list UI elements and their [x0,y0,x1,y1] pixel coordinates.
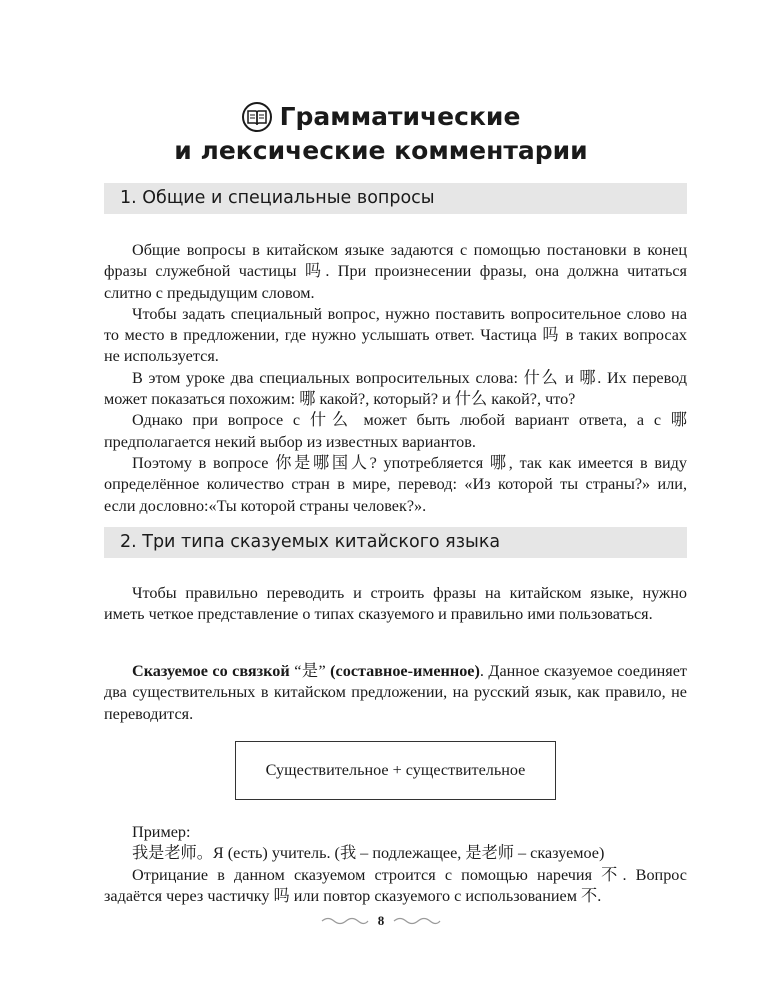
example-block [104,822,687,907]
page-title [0,100,762,168]
paragraph: Поэтому в вопросе 你是哪国人? употребляется 哪, так как имеется в виду определённое количество стран в мире, перевод: «Из которой ты страны?» или, если дословно:«Ты которой страны человек?». [104,453,687,515]
formula-box: Существительное + существительное [235,741,556,800]
section-2-intro [104,583,687,626]
section-heading-2: 2. Три типа сказуемых китайского языка [104,527,687,558]
wave-ornament-right [392,916,442,926]
definition-text: . Данное сказуемое соединяет два существительных в китайском предложении, на русский язык, как правило, не переводится. [104,662,687,723]
wave-ornament-left [320,916,370,926]
section-heading-1: 1. Общие и специальные вопросы [104,183,687,214]
term-type-bold: (составное-именное) [330,662,480,680]
definition-paragraph [104,661,687,725]
paragraph: Общие вопросы в китайском языке задаются с помощью постановки в конец фразы служебной частицы 吗. При произнесении фразы, она должна читаться слитно с предыдущим словом. [104,241,687,302]
paragraph: В этом уроке два специальных вопросительных слова: 什么 и 哪. Их перевод может показаться похожим: 哪 какой?, который? и 什么 какой?, что? [104,368,687,409]
negation-paragraph: Отрицание в данном сказуемом строится с помощью наречия 不. Вопрос задаётся через частичку 吗 или повтор сказуемого с использованием 不. [104,865,687,905]
book-icon [242,102,272,132]
page-footer [0,913,762,929]
page-number: 8 [377,913,385,928]
title-text-2: и лексические комментарии [174,136,588,165]
example-label: Пример: [132,823,191,841]
paragraph: Чтобы правильно переводить и строить фразы на китайском языке, нужно иметь четкое представление о типах сказуемого и правильно ими пользоваться. [104,584,687,624]
section-1-body [104,240,687,517]
paragraph: Однако при вопросе с 什么 может быть любой вариант ответа, а с 哪 предполагается некий выбор из известных вариантов. [104,411,687,451]
term-bold: Сказуемое со связкой [132,662,290,680]
title-text-1: Грамматические [279,102,521,131]
title-line-1 [242,100,521,134]
paragraph: Чтобы задать специальный вопрос, нужно поставить вопросительное слово на то место в предложении, где нужно услышать ответ. Частица 吗 в таких вопросах не используется. [104,304,687,366]
section-2-definition [104,661,687,725]
term-char: “是” [289,662,331,680]
example-text: 我是老师。Я (есть) учитель. (我 – подлежащее, 是老师 – сказуемое) [132,844,605,863]
